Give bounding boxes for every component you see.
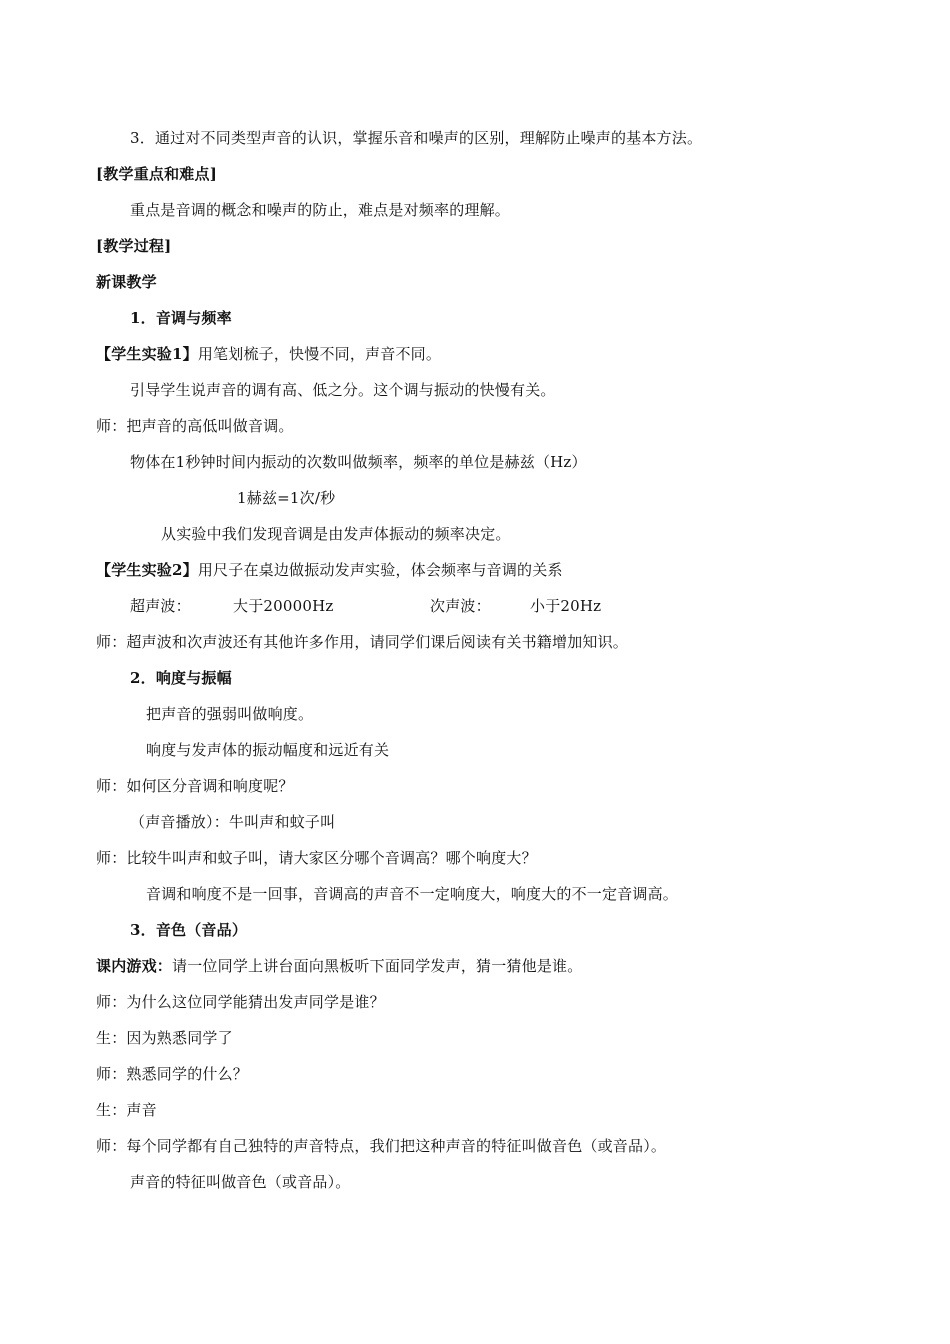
- paragraph-guide: 引导学生说声音的调有高、低之分。这个调与振动的快慢有关。: [130, 381, 556, 399]
- class-game: [96, 956, 582, 976]
- sound-playback: （声音播放）：牛叫声和蚊子叫: [130, 813, 336, 831]
- experiment-1: [96, 344, 441, 364]
- section-loudness-amplitude: 2．响度与振幅: [130, 669, 232, 687]
- hertz-equation: 1赫兹=1次/秒: [237, 489, 336, 507]
- key-points-text: 重点是音调的概念和噪声的防止，难点是对频率的理解。: [130, 201, 511, 219]
- experiment-1-text: 用笔划梳子，快慢不同，声音不同。: [197, 345, 442, 363]
- teacher-line-2: 师：超声波和次声波还有其他许多作用，请同学们课后阅读有关书籍增加知识。: [96, 633, 629, 651]
- ultrasound-label: 超声波：: [130, 597, 191, 615]
- section-timbre: 3．音色（音品）: [130, 921, 248, 939]
- ultrasound-value: 大于20000Hz: [233, 597, 334, 615]
- teacher-line-7: 师：每个同学都有自己独特的声音特点，我们把这种声音的特征叫做音色（或音品）。: [96, 1137, 667, 1155]
- experiment-2-label: 【学生实验2】: [96, 561, 198, 579]
- experiment-1-label: 【学生实验1】: [96, 345, 198, 363]
- class-game-label: 课内游戏：: [96, 957, 173, 975]
- infrasound-label: 次声波：: [430, 597, 491, 615]
- teacher-line-6: 师：熟悉同学的什么？: [96, 1065, 249, 1083]
- section-pitch-frequency: 1．音调与频率: [130, 309, 232, 327]
- student-line-1: 生：因为熟悉同学了: [96, 1029, 233, 1047]
- pitch-conclusion: 从实验中我们发现音调是由发声体振动的频率决定。: [161, 525, 511, 543]
- heading-new-lesson: 新课教学: [96, 273, 157, 291]
- teacher-line-4: 师：比较牛叫声和蚊子叫，请大家区分哪个音调高？哪个响度大？: [96, 849, 537, 867]
- frequency-definition: 物体在1秒钟时间内振动的次数叫做频率，频率的单位是赫兹（Hz）: [130, 453, 587, 471]
- infrasound-value: 小于20Hz: [530, 597, 602, 615]
- experiment-2-text: 用尺子在桌边做振动发声实验，体会频率与音调的关系: [197, 561, 563, 579]
- student-line-2: 生：声音: [96, 1101, 157, 1119]
- timbre-definition: 声音的特征叫做音色（或音品）。: [130, 1173, 351, 1191]
- loudness-factors: 响度与发声体的振动幅度和远近有关: [146, 741, 390, 759]
- pitch-loudness-note: 音调和响度不是一回事，音调高的声音不一定响度大，响度大的不一定音调高。: [146, 885, 679, 903]
- class-game-text: 请一位同学上讲台面向黑板听下面同学发声，猜一猜他是谁。: [172, 957, 583, 975]
- teacher-line-3: 师：如何区分音调和响度呢？: [96, 777, 294, 795]
- teacher-line-5: 师：为什么这位同学能猜出发声同学是谁？: [96, 993, 385, 1011]
- heading-process: [教学过程]: [96, 237, 172, 255]
- loudness-definition: 把声音的强弱叫做响度。: [146, 705, 314, 723]
- teacher-line-1: 师：把声音的高低叫做音调。: [96, 417, 294, 435]
- objective-3: 3．通过对不同类型声音的认识，掌握乐音和噪声的区别，理解防止噪声的基本方法。: [130, 129, 703, 147]
- heading-key-points: [教学重点和难点]: [96, 165, 217, 183]
- experiment-2: [96, 560, 563, 580]
